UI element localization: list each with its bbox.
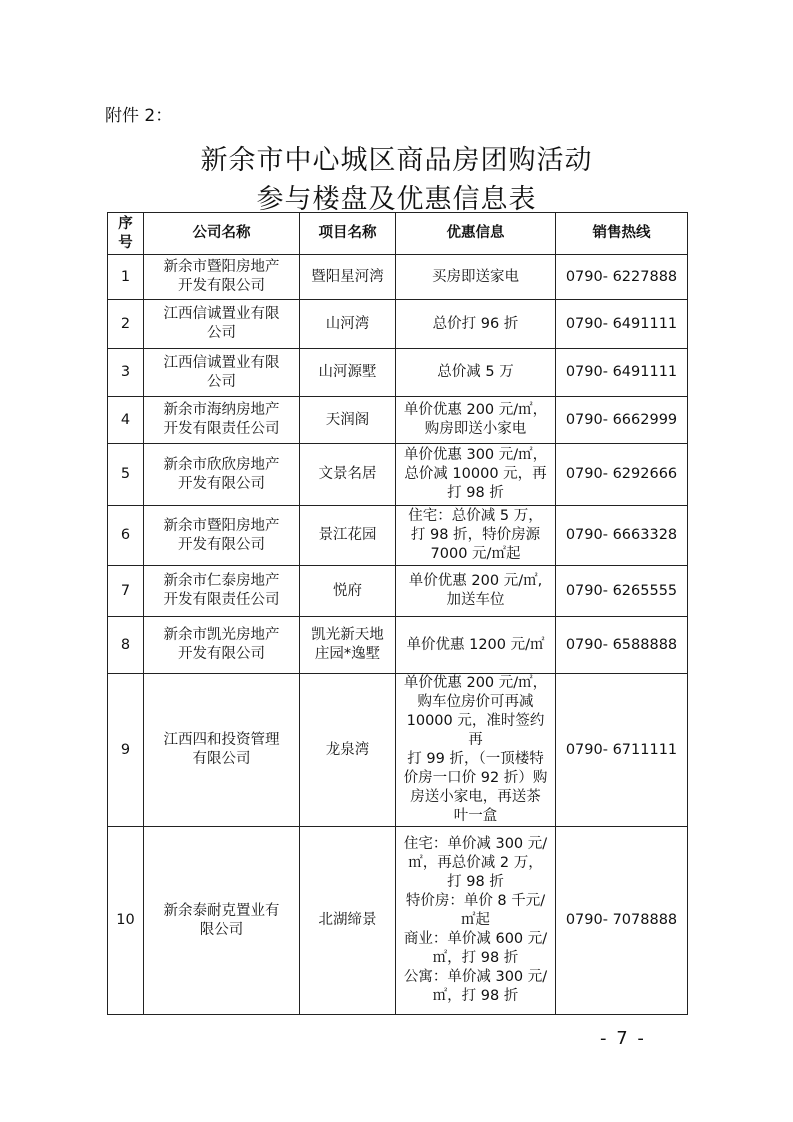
table-row (108, 397, 688, 444)
cell-no: 10 (108, 827, 144, 1015)
cell-company: 江西信诚置业有限 公司 (144, 300, 300, 349)
table-row (108, 674, 688, 827)
cell-offer: 单价优惠 1200 元/㎡ (396, 617, 556, 674)
cell-hotline: 0790- 6491111 (556, 349, 688, 397)
cell-offer: 单价优惠 200 元/㎡， 购车位房价可再减 10000 元，准时签约再 打 99 折，（一顶楼特 价房一口价 92 折）购 房送小家电，再送茶 叶一盒 (396, 674, 556, 827)
cell-offer: 住宅：单价减 300 元/ ㎡，再总价减 2 万， 打 98 折 特价房：单价 8 千元/ ㎡起 商业：单价减 600 元/ ㎡，打 98 折 公寓：单价减 300 元/ ㎡，打 98 折 (396, 827, 556, 1015)
table-row (108, 444, 688, 506)
cell-no: 1 (108, 255, 144, 300)
table-row (108, 617, 688, 674)
cell-offer: 买房即送家电 (396, 255, 556, 300)
cell-no: 6 (108, 506, 144, 566)
table-row (108, 349, 688, 397)
cell-project: 山河源墅 (300, 349, 396, 397)
cell-no: 3 (108, 349, 144, 397)
table-row (108, 506, 688, 566)
attachment-label: 附件 2： (105, 106, 173, 126)
cell-no: 7 (108, 566, 144, 617)
cell-hotline: 0790- 7078888 (556, 827, 688, 1015)
cell-project: 景江花园 (300, 506, 396, 566)
cell-project: 暨阳星河湾 (300, 255, 396, 300)
cell-no: 9 (108, 674, 144, 827)
cell-company: 新余泰耐克置业有 限公司 (144, 827, 300, 1015)
table-row (108, 255, 688, 300)
header-company: 公司名称 (144, 213, 300, 255)
cell-project: 龙泉湾 (300, 674, 396, 827)
cell-company: 新余市暨阳房地产 开发有限公司 (144, 506, 300, 566)
offers-table (107, 212, 688, 1015)
cell-no: 8 (108, 617, 144, 674)
table-row (108, 827, 688, 1015)
cell-company: 江西四和投资管理 有限公司 (144, 674, 300, 827)
cell-hotline: 0790- 6491111 (556, 300, 688, 349)
cell-offer: 单价优惠 200 元/㎡， 购房即送小家电 (396, 397, 556, 444)
page-number: - 7 - (600, 1028, 646, 1049)
cell-offer: 住宅：总价减 5 万， 打 98 折，特价房源 7000 元/㎡起 (396, 506, 556, 566)
cell-hotline: 0790- 6588888 (556, 617, 688, 674)
cell-offer: 总价打 96 折 (396, 300, 556, 349)
cell-company: 新余市暨阳房地产 开发有限公司 (144, 255, 300, 300)
cell-project: 北湖缔景 (300, 827, 396, 1015)
cell-company: 新余市欣欣房地产 开发有限公司 (144, 444, 300, 506)
cell-project: 凯光新天地 庄园*逸墅 (300, 617, 396, 674)
cell-offer: 单价优惠 200 元/㎡, 加送车位 (396, 566, 556, 617)
cell-hotline: 0790- 6265555 (556, 566, 688, 617)
cell-project: 天润阁 (300, 397, 396, 444)
cell-company: 江西信诚置业有限 公司 (144, 349, 300, 397)
document-title-line2: 参与楼盘及优惠信息表 (256, 184, 537, 215)
cell-hotline: 0790- 6662999 (556, 397, 688, 444)
cell-hotline: 0790- 6227888 (556, 255, 688, 300)
cell-company: 新余市仁泰房地产 开发有限责任公司 (144, 566, 300, 617)
header-no: 序号 (108, 213, 144, 255)
cell-hotline: 0790- 6292666 (556, 444, 688, 506)
cell-hotline: 0790- 6711111 (556, 674, 688, 827)
cell-project: 文景名居 (300, 444, 396, 506)
cell-hotline: 0790- 6663328 (556, 506, 688, 566)
document-title-line1: 新余市中心城区商品房团购活动 (200, 145, 593, 176)
cell-no: 2 (108, 300, 144, 349)
cell-offer: 单价优惠 300 元/㎡， 总价减 10000 元，再 打 98 折 (396, 444, 556, 506)
header-offer: 优惠信息 (396, 213, 556, 255)
cell-company: 新余市凯光房地产 开发有限公司 (144, 617, 300, 674)
cell-project: 山河湾 (300, 300, 396, 349)
table-row (108, 566, 688, 617)
cell-offer: 总价减 5 万 (396, 349, 556, 397)
cell-company: 新余市海纳房地产 开发有限责任公司 (144, 397, 300, 444)
cell-project: 悦府 (300, 566, 396, 617)
table-row (108, 300, 688, 349)
table-header-row (108, 213, 688, 255)
cell-no: 4 (108, 397, 144, 444)
cell-no: 5 (108, 444, 144, 506)
header-hotline: 销售热线 (556, 213, 688, 255)
header-project: 项目名称 (300, 213, 396, 255)
